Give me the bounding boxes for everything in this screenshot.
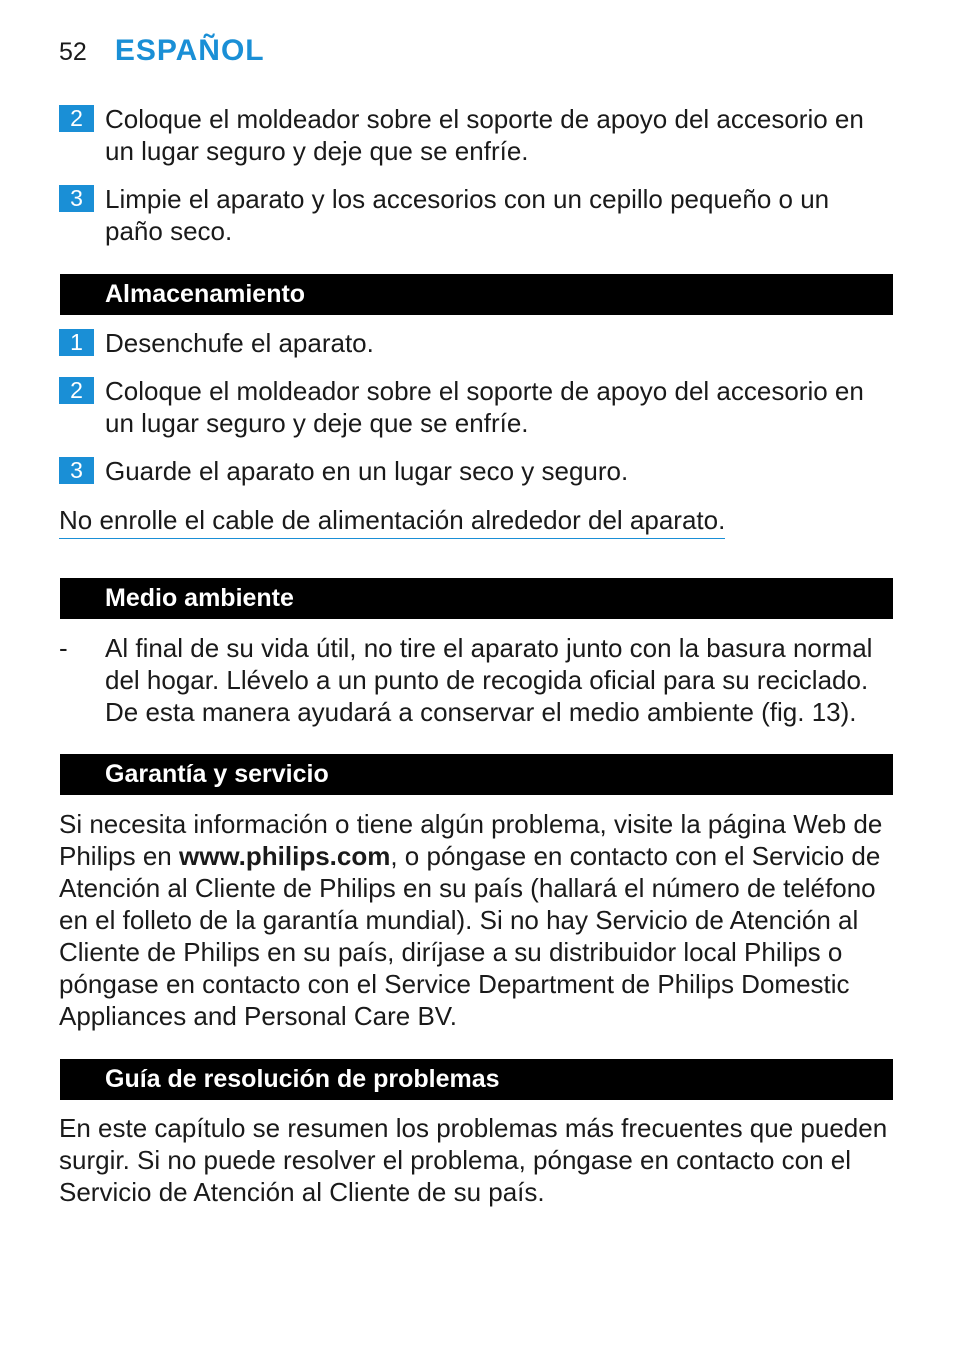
step-number-badge: 1	[59, 329, 94, 356]
storage-note: No enrolle el cable de alimentación alrededor del aparato.	[59, 504, 725, 539]
cleaning-step	[59, 183, 894, 247]
section-heading-troubleshooting: Guía de resolución de problemas	[60, 1059, 893, 1100]
step-number-badge: 3	[59, 185, 94, 212]
step-number-badge: 3	[59, 457, 94, 484]
bullet-text: Al final de su vida útil, no tire el aparato junto con la basura normal del hogar. Llévelo a un punto de recogida oficial para su reciclado. De esta manera ayudará a conservar el medio ambiente (fig. 13).	[105, 633, 873, 727]
storage-step	[59, 375, 894, 439]
warranty-text-before: Si necesita información o tiene algún problema, visite la página Web de Philips en	[59, 809, 883, 871]
step-text: Coloque el moldeador sobre el soporte de apoyo del accesorio en un lugar seguro y deje que se enfríe.	[105, 376, 864, 438]
bullet-dash: -	[59, 633, 68, 663]
storage-step	[59, 455, 894, 487]
warranty-text-after: , o póngase en contacto con el Servicio de Atención al Cliente de Philips en su país (hallará el número de teléfono en el folleto de la garantía mundial). Si no hay Servicio de Atención al Cliente de Philips en su país, diríjase a su distribuidor local Philips o póngase en contacto con el Service Department de Philips Domestic Appliances and Personal Care BV.	[59, 841, 881, 1031]
step-text: Guarde el aparato en un lugar seco y seguro.	[105, 456, 629, 486]
section-heading-environment: Medio ambiente	[60, 578, 893, 619]
philips-website-link[interactable]: www.philips.com	[178, 841, 391, 871]
warranty-paragraph	[59, 808, 894, 1032]
section-heading-storage: Almacenamiento	[60, 274, 893, 315]
environment-bullet	[59, 632, 894, 728]
troubleshooting-paragraph: En este capítulo se resumen los problemas más frecuentes que pueden surgir. Si no puede resolver el problema, póngase en contacto con el Servicio de Atención al Cliente de su país.	[59, 1113, 888, 1207]
page-header	[59, 34, 265, 74]
step-number-badge: 2	[59, 377, 94, 404]
storage-step	[59, 327, 894, 359]
step-text: Coloque el moldeador sobre el soporte de apoyo del accesorio en un lugar seguro y deje que se enfríe.	[105, 104, 864, 166]
step-text: Limpie el aparato y los accesorios con un cepillo pequeño o un paño seco.	[105, 184, 830, 246]
step-number-badge: 2	[59, 105, 94, 132]
cleaning-step	[59, 103, 894, 167]
page-number: 52	[59, 38, 87, 66]
section-heading-warranty: Garantía y servicio	[60, 754, 893, 795]
language-title: ESPAÑOL	[114, 34, 265, 67]
step-text: Desenchufe el aparato.	[105, 328, 374, 358]
